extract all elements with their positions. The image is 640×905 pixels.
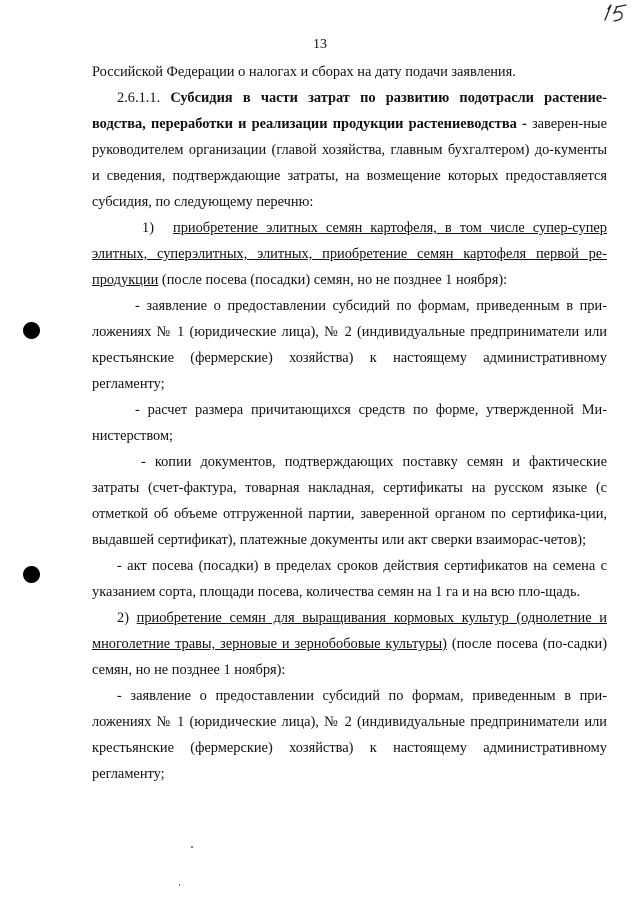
paragraph-2-6-1-1 bbox=[92, 85, 607, 215]
document-body bbox=[92, 59, 607, 787]
clause-number: 2.6.1.1. bbox=[117, 90, 161, 106]
list-item-number: 1) bbox=[142, 220, 154, 236]
page-number: 13 bbox=[313, 37, 327, 52]
list-item-number: 2) bbox=[117, 610, 129, 626]
requirement-item: - копии документов, подтверждающих поставку семян и фактические затраты (счет-фактура, товарная накладная, сертификаты на русском языке (с отметкой об объеме отгруженной партии, заверенной органом по сертифика-ции, выдавшей сертификат), платежные документы или акт сверки взаиморас-четов); bbox=[92, 454, 607, 548]
punch-hole bbox=[23, 322, 40, 339]
requirement-item: - расчет размера причитающихся средств по форме, утвержденной Ми-нистерством; bbox=[92, 402, 607, 444]
list-item-1 bbox=[92, 215, 607, 293]
requirement-item: - акт посева (посадки) в пределах сроков действия сертификатов на семена с указанием сорта, площади посева, количества семян на 1 га и на всю пло-щадь. bbox=[92, 558, 607, 600]
list-item-title: приобретение семян для выращивания кормовых культур (однолетние и многолетние травы, зерновые и зернобобовые культуры) bbox=[92, 610, 607, 652]
clause-text: заверен-ные руководителем организации (главой хозяйства, главным бухгалтером) до-кументы и сведения, подтверждающие затраты, на возмещение которых предоставляется субсидия, по следующему перечню: bbox=[92, 116, 607, 210]
punch-hole bbox=[23, 566, 40, 583]
requirement-item: - заявление о предоставлении субсидий по формам, приведенным в при-ложениях № 1 (юридические лица), № 2 (индивидуальные предприниматели или крестьянские (фермерские) хозяйства) к настоящему административному регламенту; bbox=[92, 688, 607, 782]
clause-heading: Субсидия в части затрат по развитию подотрасли растение-водства, переработки и реализации продукции растениеводства - bbox=[92, 90, 607, 132]
list-item-2 bbox=[92, 605, 607, 683]
list-item-text: (после посева (по-садки) семян, но не позднее 1 ноября): bbox=[92, 636, 607, 678]
requirement-item: - заявление о предоставлении субсидий по формам, приведенным в при-ложениях № 1 (юридические лица), № 2 (индивидуальные предприниматели или крестьянские (фермерские) хозяйства) к настоящему административному регламенту; bbox=[92, 298, 607, 392]
list-item-text: (после посева (посадки) семян, но не позднее 1 ноября): bbox=[161, 272, 508, 288]
list-item-title: приобретение элитных семян картофеля, в том числе супер-супер элитных, суперэлитных, элитных, приобретение семян картофеля первой ре-продукции bbox=[92, 220, 607, 288]
paragraph: Российской Федерации о налогах и сборах на дату подачи заявления. bbox=[92, 64, 516, 80]
handwritten-page-mark bbox=[602, 2, 628, 24]
scan-speck bbox=[191, 846, 193, 848]
scan-speck bbox=[179, 884, 180, 886]
